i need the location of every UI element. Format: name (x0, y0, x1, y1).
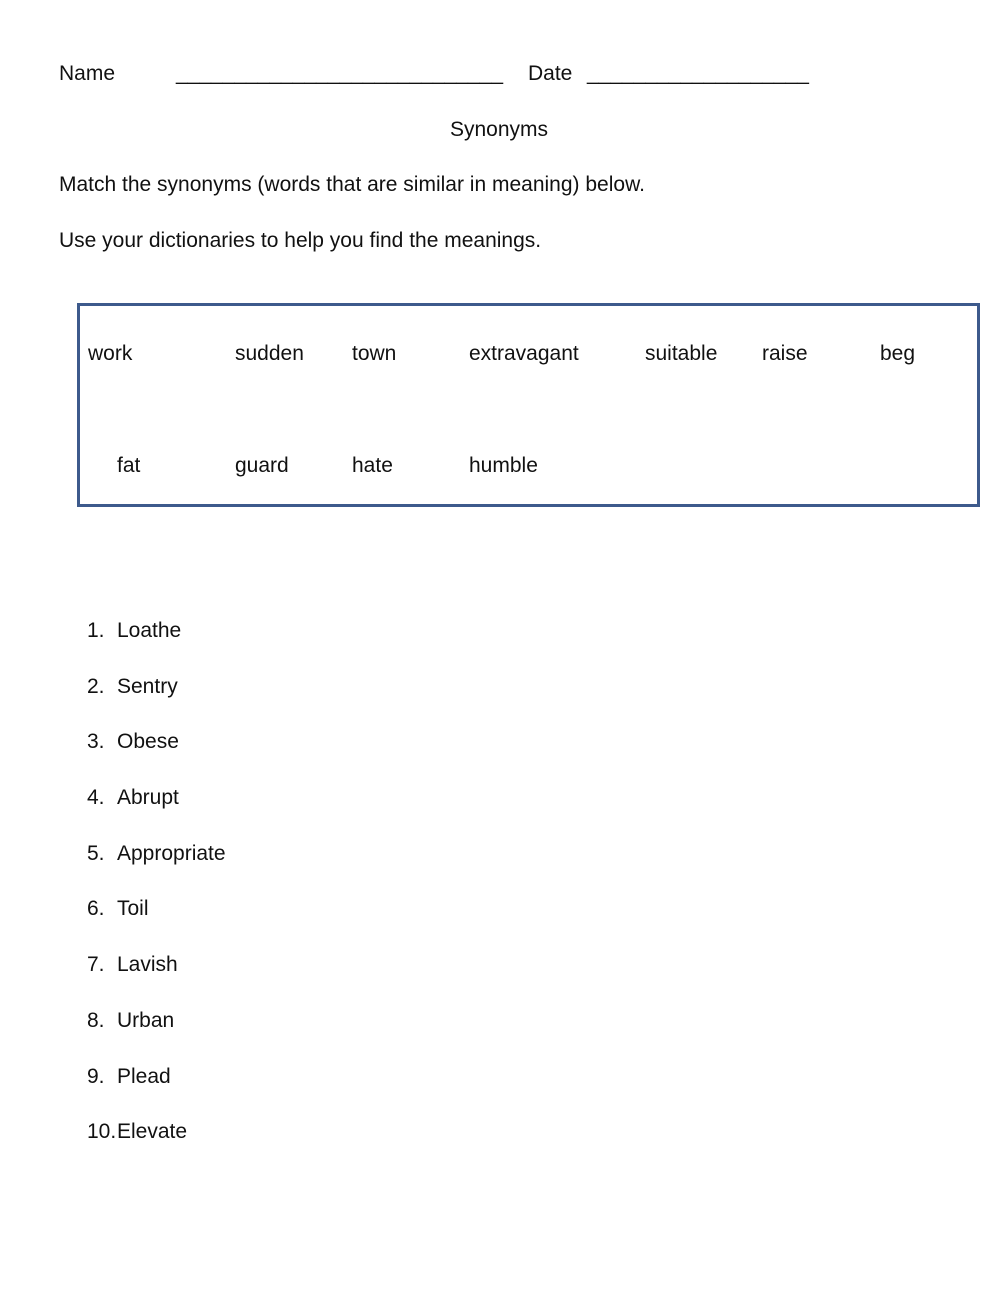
word-bank-word: humble (469, 454, 538, 477)
word-bank-word: guard (235, 454, 289, 477)
item-word: Toil (117, 897, 149, 920)
name-label: Name (59, 62, 116, 85)
word-bank-word: extravagant (469, 342, 579, 365)
word-bank-word: work (88, 342, 133, 365)
item-number: 1. (87, 619, 105, 642)
item-word: Elevate (117, 1120, 188, 1143)
word-bank-word: town (352, 342, 397, 365)
item-number: 10. (87, 1120, 117, 1143)
item-number: 7. (87, 953, 105, 976)
word-bank-word: fat (117, 454, 141, 477)
item-word: Obese (117, 730, 179, 753)
word-bank-box (77, 303, 980, 507)
item-number: 3. (87, 730, 105, 753)
word-bank-word: hate (352, 454, 393, 477)
page-title: Synonyms (449, 118, 549, 141)
name-field-line[interactable]: ____________________________ (176, 62, 504, 85)
item-number: 9. (87, 1065, 105, 1088)
word-bank-word: beg (880, 342, 916, 365)
instruction-match: Match the synonyms (words that are similar in meaning) below. (59, 173, 645, 196)
instruction-dictionary: Use your dictionaries to help you find the meanings. (59, 229, 542, 252)
word-bank-word: suitable (645, 342, 718, 365)
item-word: Urban (117, 1009, 175, 1032)
item-number: 6. (87, 897, 105, 920)
item-word: Sentry (117, 675, 178, 698)
word-bank-word: sudden (235, 342, 304, 365)
item-word: Abrupt (117, 786, 179, 809)
item-word: Appropriate (117, 842, 226, 865)
item-number: 8. (87, 1009, 105, 1032)
item-number: 2. (87, 675, 105, 698)
date-field-line[interactable]: ___________________ (587, 62, 809, 85)
item-number: 5. (87, 842, 105, 865)
item-word: Lavish (117, 953, 178, 976)
item-word: Loathe (117, 619, 182, 642)
date-label: Date (528, 62, 573, 85)
word-bank-word: raise (762, 342, 808, 365)
item-word: Plead (117, 1065, 171, 1088)
item-number: 4. (87, 786, 105, 809)
